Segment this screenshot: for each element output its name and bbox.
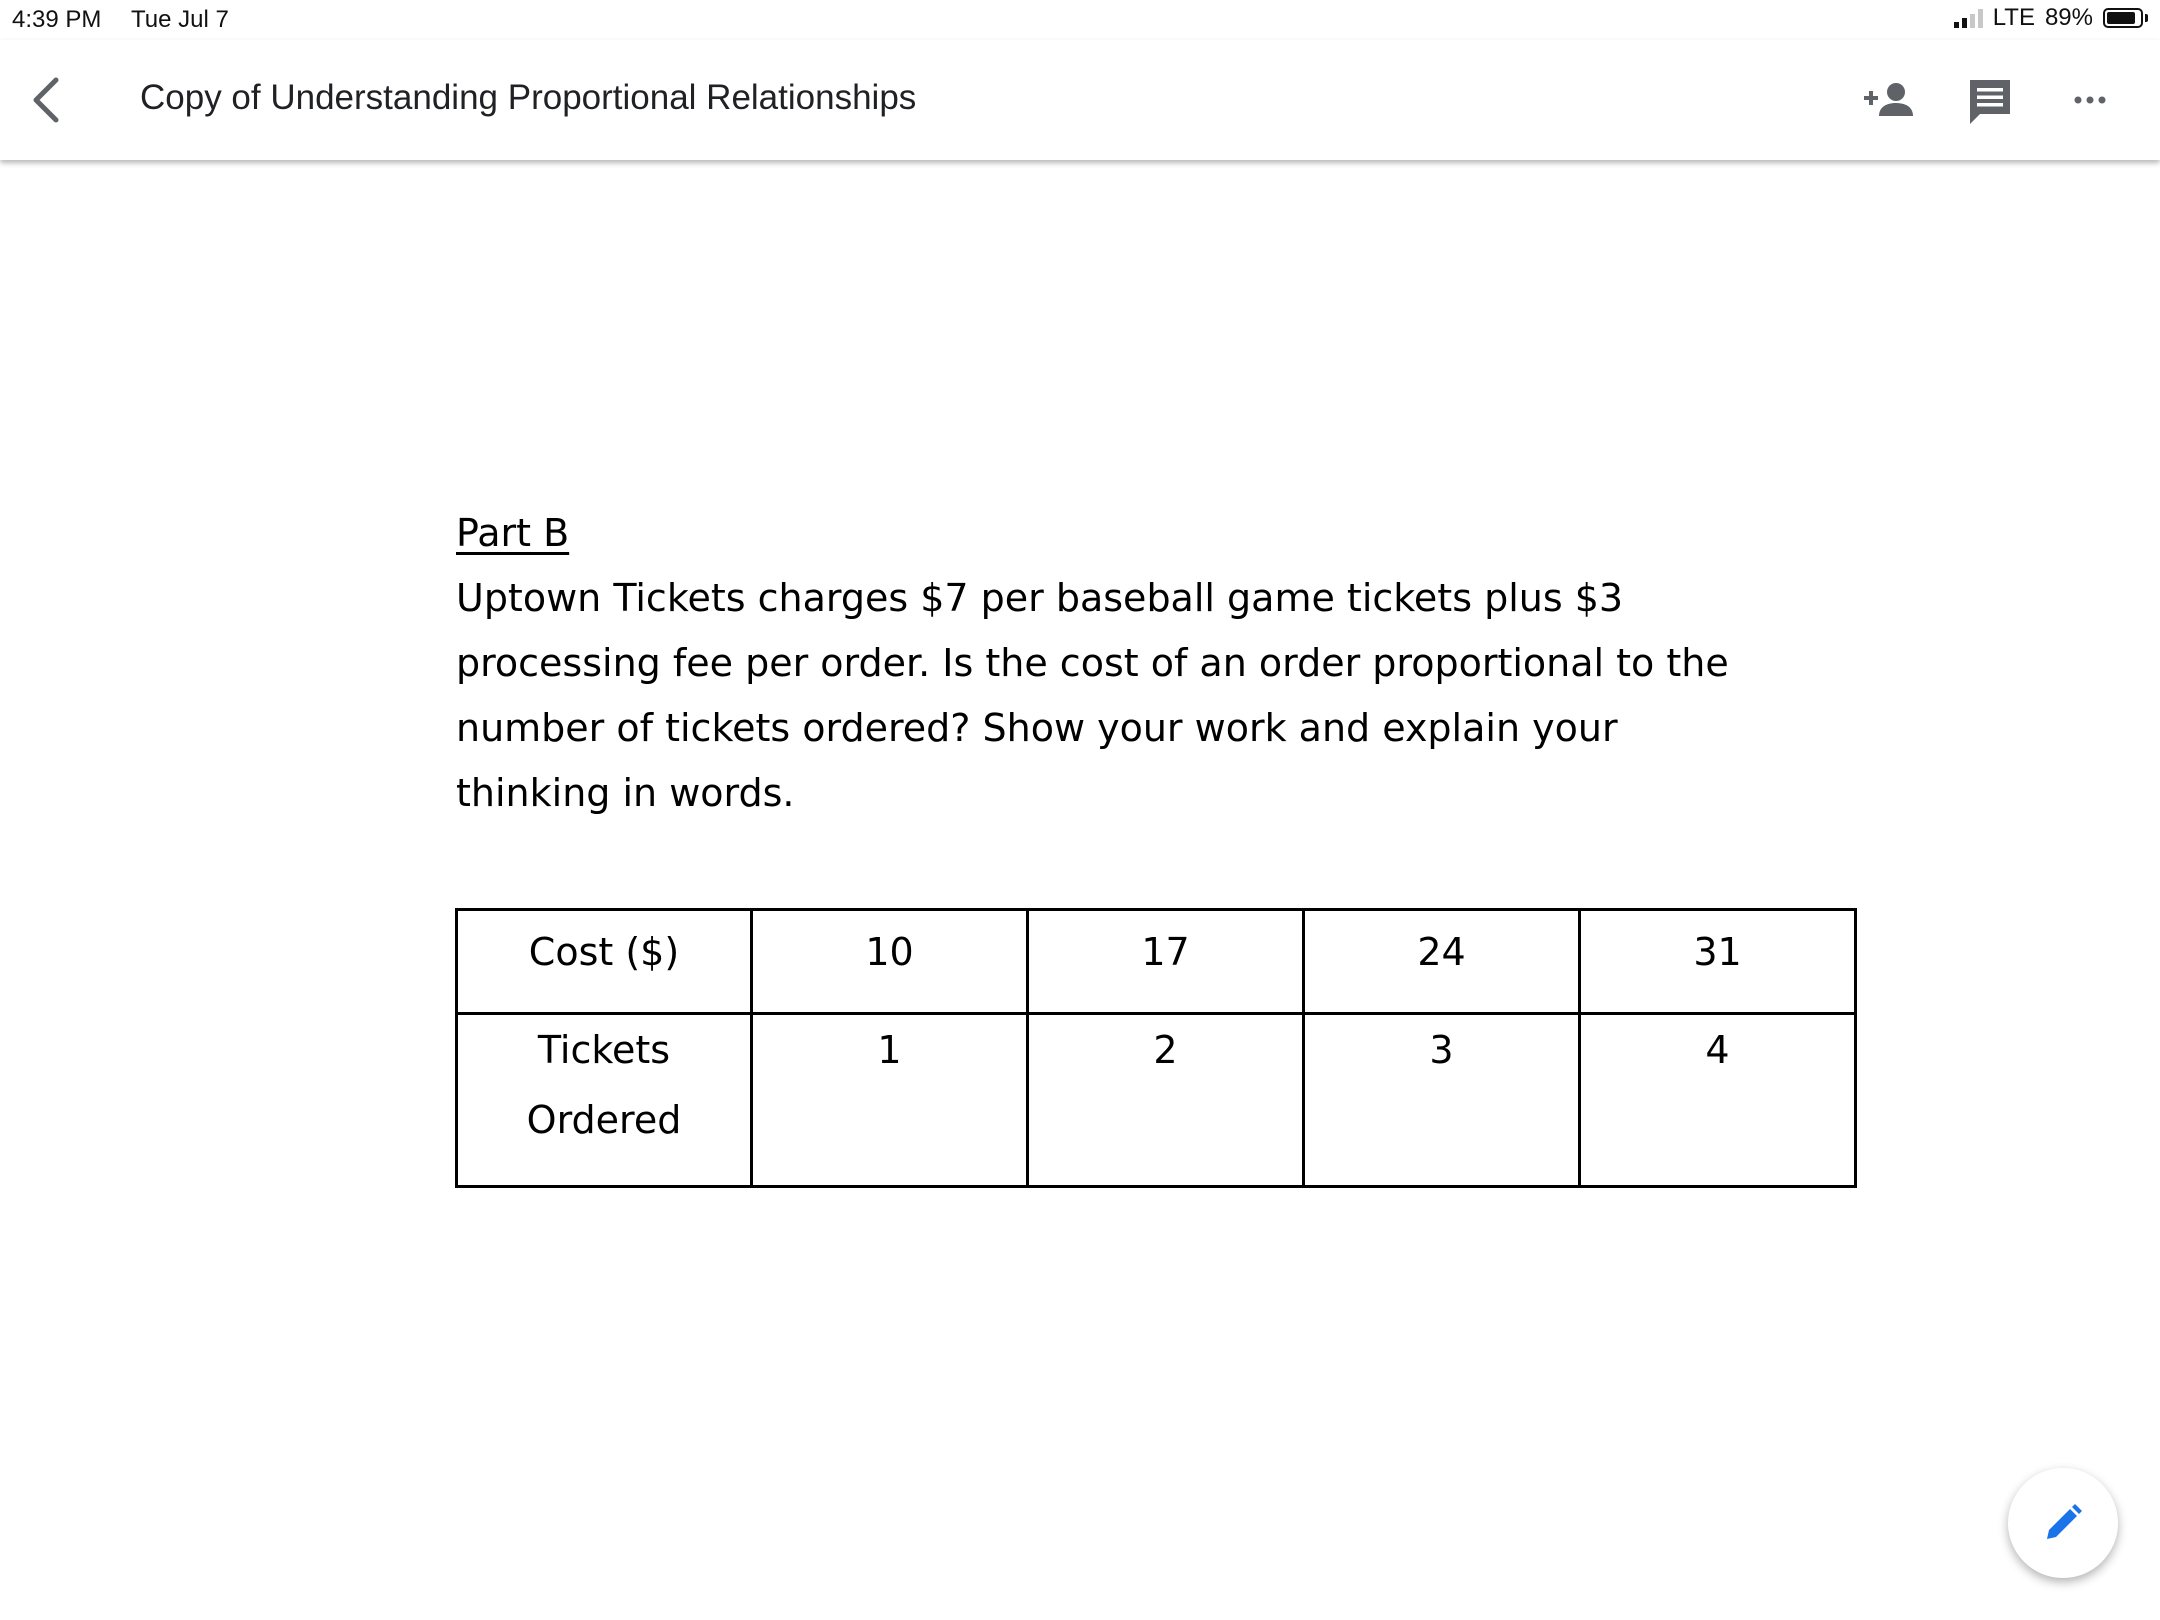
battery-icon bbox=[2103, 8, 2148, 28]
table-cell: 31 bbox=[1580, 910, 1856, 1014]
more-options-button[interactable] bbox=[2060, 70, 2120, 130]
status-date: Tue Jul 7 bbox=[131, 6, 229, 33]
app-bar bbox=[0, 40, 2160, 160]
comment-icon bbox=[1960, 70, 2020, 130]
part-heading: Part B bbox=[456, 511, 570, 555]
back-arrow-icon bbox=[24, 70, 74, 130]
table-cell: 10 bbox=[752, 910, 1028, 1014]
status-time: 4:39 PM bbox=[12, 6, 102, 33]
document-body bbox=[456, 500, 1856, 826]
row-label-line: Tickets bbox=[537, 1028, 671, 1072]
table-cell: 1 bbox=[752, 1014, 1028, 1187]
table-cell: 24 bbox=[1304, 910, 1580, 1014]
row-label-tickets bbox=[457, 1014, 752, 1187]
network-type: LTE bbox=[1992, 4, 2035, 31]
table-row bbox=[457, 1014, 1856, 1187]
cost-tickets-table bbox=[455, 908, 1857, 1188]
battery-percent: 89% bbox=[2044, 4, 2093, 31]
table-cell: 17 bbox=[1028, 910, 1304, 1014]
share-button[interactable] bbox=[1860, 70, 1920, 130]
row-label-cost: Cost ($) bbox=[457, 910, 752, 1014]
table-cell: 4 bbox=[1580, 1014, 1856, 1187]
row-label-line: Ordered bbox=[526, 1098, 682, 1142]
table-cell: 2 bbox=[1028, 1014, 1304, 1187]
comments-button[interactable] bbox=[1960, 70, 2020, 130]
cellular-signal-icon bbox=[1954, 8, 1983, 28]
add-person-icon bbox=[1860, 70, 1920, 130]
more-horizontal-icon bbox=[2060, 70, 2120, 130]
document-title: Copy of Understanding Proportional Relationships bbox=[140, 78, 917, 117]
table-cell: 3 bbox=[1304, 1014, 1580, 1187]
back-button[interactable] bbox=[24, 70, 74, 130]
status-bar bbox=[0, 0, 2160, 40]
question-text: Uptown Tickets charges $7 per baseball game tickets plus $3 processing fee per order. Is the cost of an order proportional to the number of tickets ordered? Show your work and explain your thinking in words. bbox=[456, 576, 1729, 815]
status-indicators bbox=[1954, 4, 2148, 32]
table-row bbox=[457, 910, 1856, 1014]
pencil-edit-icon bbox=[2041, 1501, 2085, 1545]
edit-fab-button[interactable] bbox=[2008, 1468, 2118, 1578]
